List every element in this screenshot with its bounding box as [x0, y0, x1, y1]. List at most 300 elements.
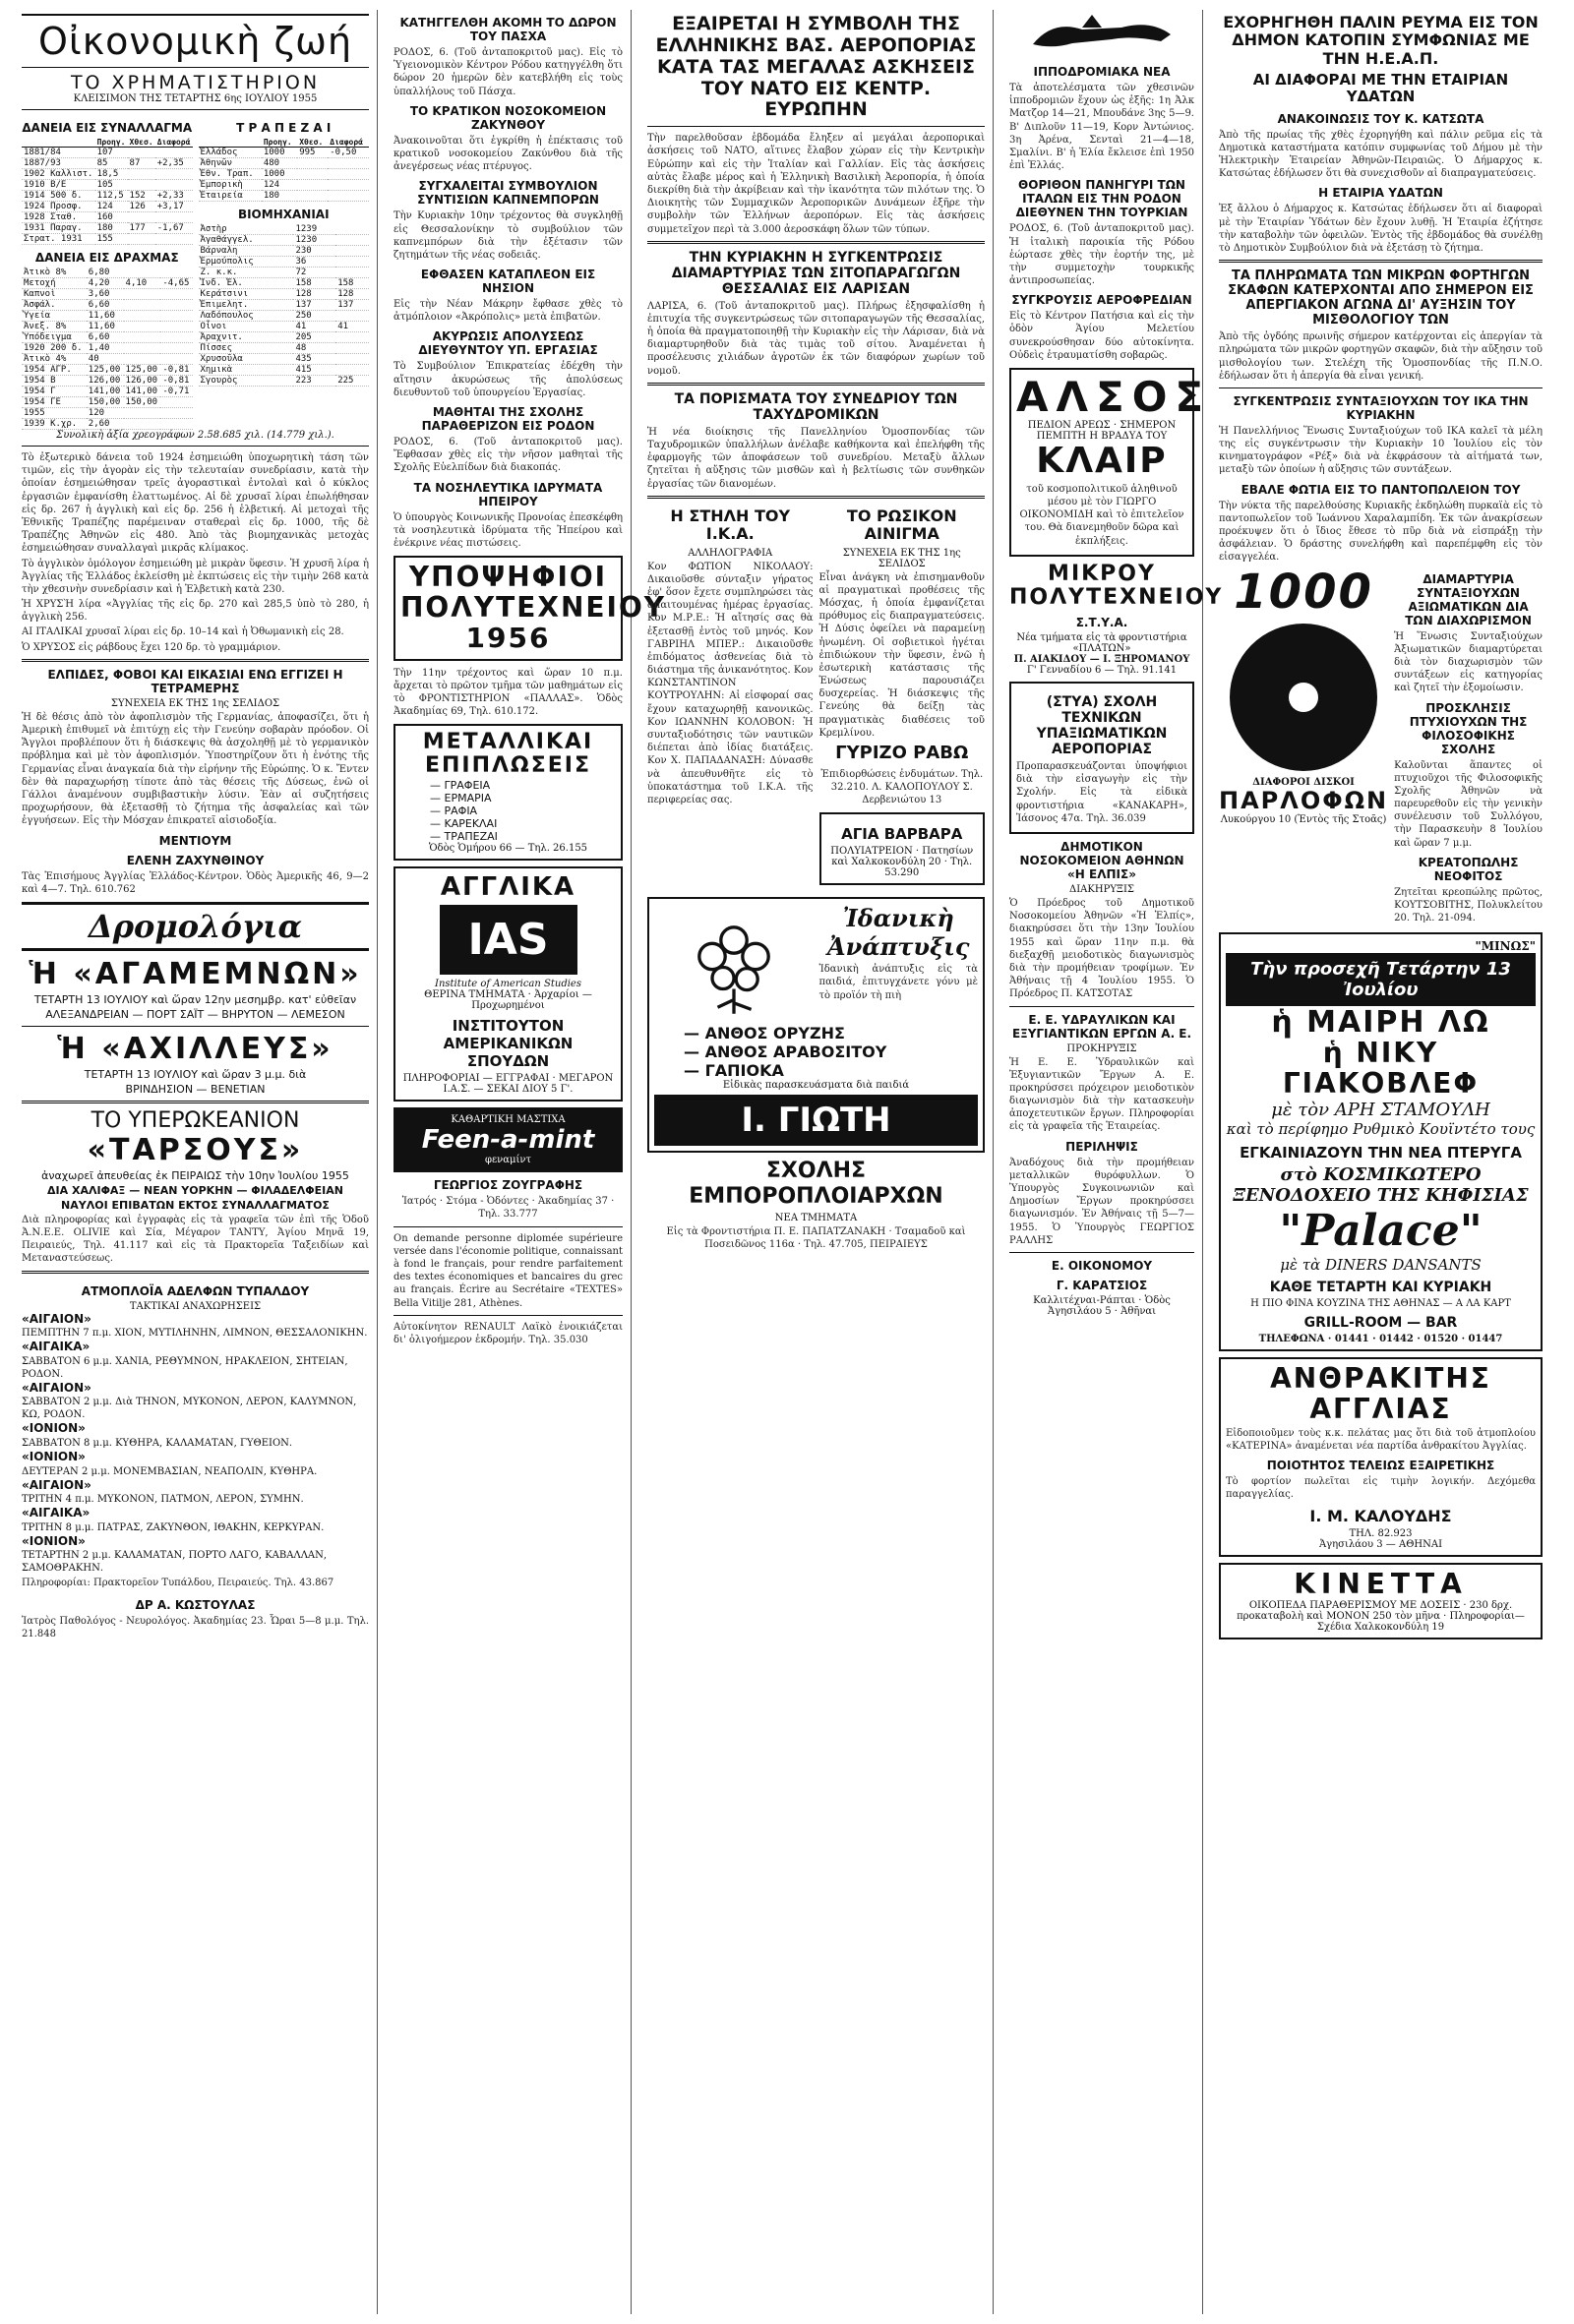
ias-logo: IAS [440, 905, 577, 975]
bank-cell [328, 169, 369, 180]
fire-article: Τὴν νύκτα τῆς παρελθούσης Κυριακῆς ἐκδηλώθη πυρκαϊὰ εἰς τὸ παντοπωλεῖον τοῦ Ἰωάννου Χαραλαμπίδη. Ἐκ τῶν ἀνακρίσεων προέκυψεν ὅτι ὁ ἴδιος ἔθεσε τὸ πῦρ διὰ νὰ εἰσπράξῃ τὴν ἀσφάλειαν. Ὁ δράστης συνελήφθη καὶ παρεπέμφθη εἰς τὸν εἰσαγγελέα. [1219, 500, 1543, 564]
hopes-headline: ΕΛΠΙΔΕΣ, ΦΟΒΟΙ ΚΑΙ ΕΙΚΑΣΙΑΙ ΕΝΩ ΕΓΓΙΖΕΙ Η ΤΕΤΡΑΜΕΡΗΣ [47, 667, 343, 695]
giotis-product: — ΑΝΘΟΣ ΑΡΑΒΟΣΙΤΟΥ [684, 1043, 887, 1062]
drachma-cell [124, 332, 161, 343]
drachma-cell: 4,10 [124, 278, 161, 289]
school-text: Εἰς τὰ Φροντιστήρια Π. Ε. ΠΑΠΑΤΖΑΝΑΚΗ · Τσαμαδοῦ καὶ Ποσειδῶνος 116α · Τηλ. 47.705, ΠΕΙΡΑΙΕΥΣ [666, 1225, 966, 1251]
bank-cell: Ἐταιρεία [199, 191, 262, 202]
loan-cell: 112,5 [95, 191, 128, 202]
palace-opening: ΕΓΚΑΙΝΙΑΖΟΥΝ ΤΗΝ ΝΕΑ ΠΤΕΡΥΓΑ [1240, 1144, 1522, 1162]
coal-address: Ἀγησιλάου 3 — ΑΘΗΝΑΙ [1318, 1539, 1443, 1551]
column-ads [1001, 10, 1224, 2314]
departure-text: ΣΑΒΒΑΤΟΝ 2 μ.μ. Διὰ ΤΗΝΟΝ, ΜΥΚΟΝΟΝ, ΛΕΡΟΝ, ΚΑΛΥΜΝΟΝ, ΚΩ, ΡΟΔΟΝ. [22, 1397, 357, 1421]
industry-row [199, 300, 370, 311]
departure-item [22, 1506, 369, 1534]
drachma-cell: 1954 ΓΕ [22, 397, 87, 408]
minos-tag: "ΜΙΝΩΣ" [1475, 939, 1536, 954]
kinetta-ad [1219, 1563, 1543, 1639]
achilleus-line-1: ΤΕΤΑΡΤΗ 13 ΙΟΥΛΙΟΥ καὶ ὥραν 3 μ.μ. διὰ [84, 1067, 307, 1081]
company-article: Ἐξ ἄλλου ὁ Δήμαρχος κ. Κατσώτας ἐδήλωσεν ὅτι αἱ διαφοραὶ μὲ τὴν Ἑταιρίαν Ὑδάτων δὲν ἔχουν λυθῇ. Ἡ Ἑταιρία ἐζήτησε τὴν καταβολὴν τῶν ὀφειλῶν. Ἐντὸς τῆς ἑβδομάδος θὰ συνέλθῃ τὸ Δημοτικὸν Συμβούλιον διὰ νὰ ἐξετάσῃ τὸ ζήτημα. [1219, 204, 1543, 254]
loan-row [22, 148, 193, 158]
loan-cell: Στρατ. 1931 [22, 234, 95, 245]
palace-ad [1219, 932, 1543, 1351]
water-headline: ΑΙ ΔΙΑΦΟΡΑΙ ΜΕ ΤΗΝ ΕΤΑΙΡΙΑΝ ΥΔΑΤΩΝ [1252, 71, 1509, 106]
drachma-cell: 4,20 [87, 278, 124, 289]
elpis-title: ΔΗΜΟΤΙΚΟΝ ΝΟΣΟΚΟΜΕΙΟΝ ΑΘΗΝΩΝ «Η ΕΛΠΙΣ» [1019, 840, 1184, 882]
loan-cell: 85 [95, 158, 128, 169]
industry-cell: Ἀστὴρ [199, 224, 294, 235]
industry-row [199, 354, 370, 365]
industry-cell: 250 [293, 311, 335, 322]
industry-cell: 158 [335, 278, 369, 289]
doctor-text: Ἰατρὸς Παθολόγος - Νευρολόγος. Ἀκαδημίας 23. Ὧραι 5—8 μ.μ. Τηλ. 21.848 [22, 1615, 369, 1639]
industry-cell: 415 [293, 365, 335, 376]
departure-ship: «ΙΟΝΙΟΝ» [22, 1533, 86, 1548]
nato-headline: ΕΞΑΙΡΕΤΑΙ Η ΣΥΜΒΟΛΗ ΤΗΣ ΕΛΛΗΝΙΚΗΣ ΒΑΣ. ΑΕΡΟΠΟΡΙΑΣ ΚΑΤΑ ΤΑΣ ΜΕΓΑΛΑΣ ΑΣΚΗΣΕΙΣ ΤΟΥ ΝΑΤΟ ΕΙΣ ΚΕΝΤΡ. ΕΥΡΩΠΗΝ [655, 13, 977, 121]
varvara-ad [819, 812, 986, 885]
industry-cell: 223 [293, 376, 335, 387]
race-text: Τὰ ἀποτελέσματα τῶν χθεσινῶν ἱπποδρομιῶν ἔχουν ὡς ἑξῆς: 1η Ἀλκ Ματζορ 14—21, Μπουδάνε 3ης 5—9. Β' Διπλοῦν 11—19, Κορν Ἀντώνιος. 3η Ἀρένα, Σενταὶ 21—4—18, Σμαλίνι. Β' ἡ Ἐλία ἔκλεισε ἐπὶ 1950 ἐπὶ Ἐλλάς. [1009, 83, 1194, 172]
drachma-table [22, 268, 193, 430]
drachma-cell: 40 [87, 354, 124, 365]
power-article: Ἀπὸ τῆς πρωίας τῆς χθὲς ἐχορηγήθη καὶ πάλιν ρεῦμα εἰς τὰ Δημοτικὰ καταστήματα κατόπιν συμφωνίας τοῦ Δήμου μὲ τὴν Ἡλεκτρικὴν Ἑταιρείαν Ἀθηνῶν-Πειραιῶς. Ὁ Δήμαρχος κ. Κατσώτας ἐδήλωσεν ὅτι θὰ συνεχισθοῦν αἱ διαπραγματεύσεις. [1219, 129, 1543, 180]
typaldou-contact: Πληροφορίαι: Πρακτορεῖον Τυπάλδου, Πειραιεύς. Τηλ. 43.867 [22, 1578, 334, 1589]
brief-4-text: Εἰς τὴν Νέαν Μάκρην ἔφθασε χθὲς τὸ ἀτμόπλοιον «Ἀκρόπολις» μετὰ ἐπιβατῶν. [394, 299, 623, 324]
bank-row [199, 169, 370, 180]
industry-cell: 137 [293, 300, 335, 311]
collision-title: ΣΥΓΚΡΟΥΣΙΣ ΑΕΡΟΦΡΕΔΙΑΝ [1011, 293, 1192, 308]
drachma-cell: 6,60 [87, 300, 124, 311]
drachma-cell [160, 322, 192, 332]
departure-item [22, 1381, 369, 1422]
drachma-cell: -0,81 [160, 365, 192, 376]
drachma-cell [160, 332, 192, 343]
butcher-text: Ζητεῖται κρεοπώλης πρῶτος, ΚΟΥΤΣΟΒΙΤΗΣ, Πολυκλείτου 20. Τηλ. 21-094. [1394, 886, 1543, 924]
disc-block [1219, 566, 1543, 927]
renault-notice: Αὐτοκίνητον RENAULT Λαϊκὸ ἐνοικιάζεται δι' ὀλιγοήμερον ἐκδρομήν. Τηλ. 35.030 [394, 1321, 623, 1345]
departure-text: ΔΕΥΤΕΡΑΝ 2 μ.μ. ΜΟΝΕΜΒΑΣΙΑΝ, ΝΕΑΠΟΛΙΝ, ΚΥΘΗΡΑ. [22, 1465, 318, 1477]
collision-text: Εἰς τὸ Κέντρον Πατήσια καὶ εἰς τὴν ὁδὸν Ἁγίου Μελετίου συνεκρούσθησαν δύο αὐτοκίνητα. Οὐδεὶς ἐτραυματίσθη σοβαρῶς. [1009, 311, 1194, 361]
ika-sub: ΑΛΛΗΛΟΓΡΑΦΙΑ [688, 547, 773, 559]
industry-cell: 225 [335, 376, 369, 387]
ship-tarsous: «ΤΑΡΣΟΥΣ» [87, 1132, 304, 1167]
disc-address: Λυκούργου 10 (Ἐντὸς τῆς Στοᾶς) [1220, 813, 1387, 825]
bank-cell: 1000 [262, 169, 297, 180]
departure-text: ΣΑΒΒΑΤΟΝ 8 μ.μ. ΚΥΘΗΡΑ, ΚΑΛΑΜΑΤΑΝ, ΓΥΘΕΙΟΝ. [22, 1438, 293, 1449]
drachma-row [22, 365, 193, 376]
industry-cell: Ἑρμούπολις [199, 257, 294, 268]
drachma-row [22, 376, 193, 387]
departure-item [22, 1534, 369, 1576]
ika-russia-block [647, 504, 985, 891]
departure-list [22, 1312, 369, 1576]
bank-cell: 124 [262, 180, 297, 191]
palace-with: μὲ τὸν ΑΡΗ ΣΤΑΜΟΥΛΗ [1271, 1100, 1490, 1121]
ika-article: Κον ΦΩΤΙΟΝ ΝΙΚΟΛΑΟΥ: Δικαιοῦσθε σύνταξιν γήρατος ἐφ' ὅσον ἔχετε συμπληρώσει τὰς ἀπαιτουμένας ἡμέρας ἐργασίας. Κον Μ.Ρ.Ε.: Ἡ αἴτησίς σας θὰ ἐξετασθῇ ἐντὸς τοῦ μηνός. Κον ΓΑΒΡΙΗΛ ΜΠΕΡ.: Δικαιοῦσθε ἐπιδόματος ἀσθενείας διὰ τὸ διάστημα τῆς ἀνικανότητος. Κον ΚΩΝΣΤΑΝΤΙΝΟΝ ΚΟΥΤΡΟΥΛΗΝ: Αἱ εἰσφοραί σας ἔχουν καταχωρηθῇ κανονικῶς. Κον ΙΩΑΝΝΗΝ ΚΟΛΟΒΟΝ: Ἡ συνταξιοδότησις τῶν ναυτικῶν διέπεται ἀπὸ ἰδίας διατάξεις. Κον Χ. ΠΑΠΑΔΑΝΑΣΗ: Δύνασθε νὰ ἀπευθυνθῆτε εἰς τὸ ὑποκατάστημα τοῦ Ι.Κ.Α. τῆς περιφερείας σας. [647, 561, 814, 805]
loan-cell: 126 [128, 202, 155, 212]
boats-headline: ΤΑ ΠΛΗΡΩΜΑΤΑ ΤΩΝ ΜΙΚΡΩΝ ΦΟΡΤΗΓΩΝ ΣΚΑΦΩΝ ΚΑΤΕΡΧΟΝΤΑΙ ΑΠΟ ΣΗΜΕΡΟΝ ΕΙΣ ΑΠΕΡΓΙΑΚΟΝ ΑΓΩΝΑ ΔΙ' ΑΥΞΗΣΙΝ ΤΟΥ ΜΙΣΘΟΛΟΓΙΟΥ ΤΩΝ [1228, 268, 1534, 328]
industry-cell: 230 [293, 246, 335, 257]
banks-title: Τ Ρ Α Π Ε Ζ Α Ι [236, 121, 332, 135]
drachma-cell: 1955 [22, 408, 87, 419]
drachma-cell: 141,00 [124, 387, 161, 397]
departure-item [22, 1450, 369, 1478]
butcher-title: ΚΡΕΑΤΟΠΩΛΗΣ ΝΕΟΦΙΤΟΣ [1418, 855, 1519, 883]
column-main-news [639, 10, 994, 2314]
industry-cell: Σγουρὸς [199, 376, 294, 387]
alsos-text: τοῦ κοσμοπολιτικοῦ ἀληθινοῦ μέσου μὲ τὸν ΓΙΩΡΓΟ ΟΙΚΟΝΟΜΙΔΗ καὶ τὸ ἐπιτελεῖον του. Θὰ διανεμηθοῦν δῶρα καὶ ἐκπλήξεις. [1019, 483, 1184, 547]
industry-cell [335, 365, 369, 376]
tailor-title: Ε. ΟΙΚΟΝΟΜΟΥ [1051, 1258, 1153, 1273]
drachma-cell: 125,00 [87, 365, 124, 376]
giotis-products [654, 1024, 978, 1080]
ship-agamemnon: Ἡ «ΑΓΑΜΕΜΝΩΝ» [29, 956, 362, 991]
loan-cell [155, 180, 193, 191]
postal-article: Ἡ νέα διοίκησις τῆς Πανελληνίου Ὁμοσπονδίας τῶν Ταχυδρομικῶν ὑπαλλήλων ἀνέλαβε καθήκοντα καὶ ἐπελήφθη τῆς ἐφαρμογῆς τῶν ἀποφάσεων τοῦ συνεδρίου. Μεταξὺ ἄλλων ζητεῖται ἡ αὔξησις τῶν μισθῶν καὶ ἡ βελτίωσις τῶν συνθηκῶν ἐργασίας τῶν διανομέων. [647, 426, 985, 490]
loan-cell [155, 148, 193, 158]
flower-illustration [680, 908, 788, 1016]
drachma-cell: 3,60 [87, 289, 124, 300]
drachma-cell: 120 [87, 408, 124, 419]
industry-row [199, 311, 370, 322]
departure-ship: «ΑΙΓΑΙΚΑ» [22, 1340, 91, 1354]
industry-table [199, 224, 370, 387]
drachma-row [22, 354, 193, 365]
bank-row [199, 191, 370, 202]
palace-hotel: στὸ ΚΟΣΜΙΚΩΤΕΡΟ ΞΕΝΟΔΟΧΕΙΟ ΤΗΣ ΚΗΦΙΣΙΑΣ [1233, 1164, 1529, 1207]
boats-article: Ἀπὸ τῆς ὀγδόης πρωινῆς σήμερον κατέρχονται εἰς ἀπεργίαν τὰ πληρώματα τῶν μικρῶν φορτηγῶν σκαφῶν, διὰ τὴν αὔξησιν τοῦ μισθολογίου των. Στελέχη τῆς Ὁμοσπονδίας τῆς Π.Ν.Ο. ἐδήλωσαν ὅτι ἡ ἀπεργία θὰ εἶναι γενική. [1219, 331, 1543, 382]
bank-cell: 1000 [262, 148, 297, 158]
fire-headline: ΕΒΑΛΕ ΦΩΤΙΑ ΕΙΣ ΤΟ ΠΑΝΤΟΠΩΛΕΙΟΝ ΤΟΥ [1241, 482, 1521, 497]
kinetta-text: ΟΙΚΟΠΕΔΑ ΠΑΡΑΘΕΡΙΣΜΟΥ ΜΕ ΔΟΣΕΙΣ · 230 δρχ. προκαταβολὴ καὶ ΜΟΝΟΝ 250 τὸν μῆνα · Πληροφορίαι—Σχέδια Χαλκοκονδύλη 19 [1237, 1600, 1525, 1634]
brief-5-title: ΑΚΥΡΩΣΙΣ ΑΠΟΛΥΣΕΩΣ ΔΙΕΥΘΥΝΤΟΥ ΥΠ. ΕΡΓΑΣΙΑΣ [418, 329, 598, 358]
palace-orchestra: καὶ τὸ περίφημο Ρυθμικὸ Κουϊντέτο τους [1226, 1120, 1536, 1139]
industry-cell [335, 268, 369, 278]
russia-headline: ΤΟ ΡΩΣΙΚΟΝ ΑΙΝΙΓΜΑ [846, 506, 957, 544]
loans-table: Προηγ. Χθεσ. Διαφορά 1881/84 107 1887/93 85 87 +2,35 1902 Καλλιστ. 18,5 1910 Β/Ε 105 1914 500 δ. 112,5 152 +2,33 1924 Προσφ. 124 126 +3,17 1928 Σταθ. 160 1931 Παραγ. 180 177 -1,67 Στρατ. 1931 155 [22, 138, 193, 245]
furniture-item: — ΚΑΡΕΚΛΑΙ [430, 816, 498, 830]
agamemnon-line-1: ΤΕΤΑΡΤΗ 13 ΙΟΥΛΙΟΥ καὶ ὥραν 12ην μεσημβρ. κατ' εὐθεῖαν [33, 992, 357, 1006]
total-value: Συνολικὴ ἀξία χρεογράφων 2.58.685 χιλ. (14.779 χιλ.). [56, 430, 334, 441]
departure-ship: «ΑΙΓΑΙΟΝ» [22, 1477, 91, 1492]
brief-5-text: Τὸ Συμβούλιον Ἐπικρατείας ἐδέχθη τὴν αἴτησιν ἀκυρώσεως τῆς ἀπολύσεως διευθυντοῦ τοῦ ὑπουργείου Ἐργασίας. [394, 361, 623, 398]
brief-7-title: ΤΑ ΝΟΣΗΛΕΥΤΙΚΑ ΙΔΡΥΜΑΤΑ ΗΠΕΙΡΟΥ [413, 480, 603, 508]
drachma-row [22, 343, 193, 354]
loan-cell: 155 [95, 234, 128, 245]
column-city-news [1211, 10, 1550, 2314]
drachma-cell: Ἀτικὸ 4% [22, 354, 87, 365]
departure-text: ΤΕΤΑΡΤΗΝ 2 μ.μ. ΚΑΛΑΜΑΤΑΝ, ΠΟΡΤΟ ΛΑΓΟ, ΚΑΒΑΛΛΑΝ, ΣΑΜΟΘΡΑΚΗΝ. [22, 1550, 328, 1575]
palace-food: Η ΠΙΟ ΦΙΝΑ ΚΟΥΖΙΝΑ ΤΗΣ ΑΘΗΝΑΣ — Α ΛΑ ΚΑΡΤ [1250, 1298, 1511, 1310]
coal-name: Ι. Μ. ΚΑΛΟΥΔΗΣ [1309, 1507, 1452, 1526]
loan-cell: 152 [128, 191, 155, 202]
coal-title: ΑΝΘΡΑΚΙΤΗΣ ΑΓΓΛΙΑΣ [1270, 1362, 1491, 1425]
industry-cell: 128 [293, 289, 335, 300]
furniture-title: ΜΕΤΑΛΛΙΚΑΙ ΕΠΙΠΛΩΣΕΙΣ [422, 730, 594, 779]
departure-text: ΤΡΙΤΗΝ 8 μ.μ. ΠΑΤΡΑΣ, ΖΑΚΥΝΘΟΝ, ΙΘΑΚΗΝ, ΚΕΡΚΥΡΑΝ. [22, 1521, 325, 1533]
tailor-text: Καλλιτέχναι-Ράπται · Ὁδὸς Ἀγησιλάου 5 · Ἀθῆναι [1033, 1294, 1171, 1317]
trophy-text: ΡΟΔΟΣ, 6. (Τοῦ ἀνταποκριτοῦ μας). Ἡ ἰταλικὴ παροικία τῆς Ρόδου ἑώρτασε χθὲς τὴν ἑορτήν της, μὲ τὴν συμμετοχὴν τουρκικῆς ἀντιπροσωπείας. [1009, 223, 1194, 287]
achilleus-line-2: ΒΡΙΝΔΗΣΙΟΝ — ΒΕΝΕΤΙΑΝ [125, 1082, 266, 1096]
loan-cell: 1924 Προσφ. [22, 202, 95, 212]
industry-row [199, 289, 370, 300]
industry-cell: Χημικὰ [199, 365, 294, 376]
furniture-item: — ΤΡΑΠΕΖΑΙ [430, 829, 498, 843]
varvara-text: ΠΟΛΥΙΑΤΡΕΙΟΝ · Πατησίων καὶ Χαλκοκονδύλη 20 · Τηλ. 53.290 [830, 846, 974, 879]
loan-cell: +2,35 [155, 158, 193, 169]
loan-row [22, 180, 193, 191]
bank-cell [328, 180, 369, 191]
graduates-article: Καλοῦνται ἅπαντες οἱ πτυχιοῦχοι τῆς Φιλοσοφικῆς Σχολῆς Ἀθηνῶν νὰ παρευρεθοῦν εἰς τὴν γενικὴν συνέλευσιν τοῦ Συλλόγου, τὴν Παρασκευὴν 8 Ἰουλίου καὶ ὥραν 7 μ.μ. [1394, 759, 1543, 849]
bank-cell: -0,50 [328, 148, 369, 158]
ias-courses: ΘΕΡΙΝΑ ΤΜΗΜΑΤΑ · Ἀρχαρίοι — Προχωρημένοι [424, 989, 592, 1012]
loan-cell [128, 180, 155, 191]
alsos-title: ΑΛΣΟΣ [1016, 373, 1212, 421]
drachma-cell: 150,00 [124, 397, 161, 408]
brief-6-text: ΡΟΔΟΣ, 6. (Τοῦ ἀνταποκριτοῦ μας). Ἔφθασαν χθὲς εἰς τὴν νῆσον μαθηταὶ τῆς Σχολῆς Εὐελπίδων διὰ διακοπάς. [394, 437, 623, 474]
industry-row [199, 257, 370, 268]
polytechnic-title: ΥΠΟΨΗΦΙΟΙ ΠΟΛΥΤΕΧΝΕΙΟΥ 1956 [400, 561, 667, 654]
kinetta-title: ΚΙΝΕΤΤΑ [1294, 1568, 1468, 1601]
drachma-cell [124, 311, 161, 322]
elpis-text: Ὁ Πρόεδρος τοῦ Δημοτικοῦ Νοσοκομείου Ἀθηνῶν «Ἡ Ἐλπίς», διακηρύσσει ὅτι τὴν 13ην Ἰουλίου 1955 καὶ ὥραν 11ην π.μ. θὰ διεξαχθῇ μειοδοτικὸς διαγωνισμὸς διὰ τὴν προμήθειαν τροφίμων. Ἐν Ἀθήναις τῇ 4 Ἰουλίου 1955. Ὁ Πρόεδρος Π. ΚΑΤΣΟΤΑΣ [1009, 898, 1194, 1000]
loan-cell [128, 148, 155, 158]
summary-title: ΠΕΡΙΛΗΨΙΣ [1065, 1139, 1138, 1154]
ias-institute: ΙΝΣΤΙΤΟΥΤΟΝ ΑΜΕΡΙΚΑΝΙΚΩΝ ΣΠΟΥΔΩΝ [443, 1017, 574, 1071]
typaldou-sub: ΤΑΚΤΙΚΑΙ ΑΝΑΧΩΡΗΣΕΙΣ [129, 1300, 262, 1312]
tarsous-line-3: ΝΑΥΛΟΙ ΕΠΙΒΑΤΩΝ ΕΚΤΟΣ ΣΥΝΑΛΛΑΓΜΑΤΟΣ [61, 1198, 330, 1212]
drachma-cell: 1954 ΑΓΡ. [22, 365, 87, 376]
industry-cell: 41 [293, 322, 335, 332]
industry-cell: Ἰνδ. Ἐλ. [199, 278, 294, 289]
drachma-row [22, 278, 193, 289]
industry-cell [335, 343, 369, 354]
stya-names: Π. ΑΙΑΚΙΔΟΥ — Ι. ΞΗΡΟΜΑΝΟΥ [1013, 654, 1190, 666]
industry-cell: 36 [293, 257, 335, 268]
graduates-headline: ΠΡΟΣΚΛΗΣΙΣ ΠΤΥΧΙΟΥΧΩΝ ΤΗΣ ΦΙΛΟΣΟΦΙΚΗΣ ΣΧΟΛΗΣ [1409, 700, 1528, 756]
bank-cell [297, 169, 328, 180]
industry-row [199, 268, 370, 278]
disc-count: 1000 [1234, 564, 1373, 620]
industry-cell: 137 [335, 300, 369, 311]
loan-cell: 1887/93 [22, 158, 95, 169]
rabbo-title: ΓΥΡΙΖΟ ΡΑΒΩ [835, 743, 969, 763]
bank-cell [328, 158, 369, 169]
hopes-kicker: ΣΥΝΕΧΕΙΑ ΕΚ ΤΗΣ 1ης ΣΕΛΙΔΟΣ [110, 697, 280, 709]
brief-1-text: ΡΟΔΟΣ, 6. (Τοῦ ἀνταποκριτοῦ μας). Εἰς τὸ Ὑγειονομικὸν Κέντρον Ρόδου κατηγγέλθη ὅτι δώρον 20 ἡμερῶν δὲν κατεβλήθη εἰς τοὺς ὑπαλλήλους τοῦ Πάσχα. [394, 47, 623, 97]
drachma-cell [124, 300, 161, 311]
furniture-item: — ΡΑΦΙΑ [430, 804, 478, 817]
drachma-cell: 1,40 [87, 343, 124, 354]
ias-heading: ΑΓΓΛΙΚΑ [440, 871, 576, 902]
drachma-cell: Καπνοὶ [22, 289, 87, 300]
russia-article: Εἶναι ἀνάγκη νὰ ἐπισημανθοῦν αἱ πραγματικαὶ προθέσεις τῆς Μόσχας, ἡ ὁποία ἐμφανίζεται πρόθυμος εἰς διαπραγματεύσεις. Ἡ Δύσις ὀφείλει νὰ παραμείνῃ ἡνωμένη. Οἱ σοβιετικοὶ ἡγέται ἐπιδιώκουν τὴν ὕφεσιν, ἐνῶ ἡ ἐσωτερικὴ κατάστασις τῆς Ἑνώσεως παρουσιάζει δυσχερείας. Ἡ διάσκεψις τῆς Γενεύης θὰ δείξῃ τὰς πραγματικὰς διαθέσεις τοῦ Κρεμλίνου. [818, 571, 985, 739]
giotis-script: Ἰδανικὴ Ἀνάπτυξις [826, 904, 970, 962]
industry-cell: 1230 [293, 235, 335, 246]
industry-cell: 72 [293, 268, 335, 278]
summary-text: Ἀναδόχους διὰ τὴν προμήθειαν μεταλλικῶν θυρόφυλλων. Ὁ Ὑπουργὸς Συγκοινωνιῶν καὶ Δημοσίων Ἔργων προκηρύσσει διαγωνισμόν. Ἐν Ἀθήναις τῇ 5—7—1955. Ὁ Ὑπουργὸς ΓΕΩΡΓΙΟΣ ΡΑΛΛΗΣ [1009, 1157, 1194, 1246]
drachma-cell: 1954 Γ [22, 387, 87, 397]
drachma-row [22, 332, 193, 343]
furniture-list [400, 779, 616, 843]
exchange-subtitle: ΚΛΕΙΣΙΜΟΝ ΤΗΣ ΤΕΤΑΡΤΗΣ 6ης ΙΟΥΛΙΟΥ 1955 [73, 93, 318, 104]
palace-days: ΚΑΘΕ ΤΕΤΑΡΤΗ ΚΑΙ ΚΥΡΙΑΚΗ [1269, 1280, 1492, 1296]
typaldou-title: ΑΤΜΟΠΛΟΪΑ ΑΔΕΛΦΩΝ ΤΥΠΑΛΔΟΥ [81, 1283, 310, 1298]
drachma-cell: 1954 Β [22, 376, 87, 387]
banks-table: Προηγ. Χθεσ. Διαφορά Ἑλλάδος 1000 995 -0,50 Ἀθηνῶν 480 Ἐθν. Τραπ. 1000 Ἐμπορικὴ 124 Ἐταιρεία 180 [199, 138, 370, 202]
aviation-school-text: Προπαρασκευάζονται ὑποψήφιοι διὰ τὴν εἰσαγωγὴν εἰς τὴν Σχολήν. Εἰς τὰ εἰδικὰ φροντιστήρια «ΚΑΝΑΚΑΡΗ», Ἰάσονος 47α. Τηλ. 36.039 [1016, 761, 1187, 824]
bank-cell: Ἀθηνῶν [199, 158, 262, 169]
hydraulic-sub: ΠΡΟΚΗΡΥΞΙΣ [1066, 1043, 1137, 1054]
drachma-cell: Ὑγεία [22, 311, 87, 322]
drachma-row [22, 311, 193, 322]
drachma-cell [160, 343, 192, 354]
industry-cell: 1239 [293, 224, 335, 235]
loan-cell: -1,67 [155, 223, 193, 234]
departure-ship: «ΙΟΝΙΟΝ» [22, 1450, 86, 1463]
giotis-product: — ΑΝΘΟΣ ΟΡΥΖΗΣ [684, 1024, 845, 1043]
ias-tagline: Institute of American Studies [435, 979, 581, 990]
departure-item [22, 1312, 369, 1341]
loan-cell: 1902 Καλλιστ. [22, 169, 95, 180]
loan-cell: 1931 Παραγ. [22, 223, 95, 234]
school-title: ΣΧΟΛΗΣ ΕΜΠΟΡΟΠΛΟΙΑΡΧΩΝ [689, 1159, 943, 1209]
brief-2-text: Ἀνακοινοῦται ὅτι ἐγκρίθη ἡ ἐπέκτασις τοῦ κρατικοῦ νοσοκομείου Ζακύνθου διὰ τῆς ἀνεγέρσεως νέας πτέρυγος. [394, 135, 623, 173]
loan-cell: 160 [95, 212, 128, 223]
loan-row [22, 202, 193, 212]
furniture-ad [394, 724, 623, 860]
mention-title: ΜΕΝΤΙΟΥΜ [158, 833, 232, 848]
loan-cell: 1910 Β/Ε [22, 180, 95, 191]
industry-cell [335, 224, 369, 235]
drachma-cell: 6,60 [87, 332, 124, 343]
bank-cell: Ἐθν. Τραπ. [199, 169, 262, 180]
palace-dinner: μὲ τὰ DINERS DANSANTS [1280, 1256, 1482, 1275]
palace-date: Τὴν προσεχῆ Τετάρτην 13 Ἰουλίου [1226, 953, 1536, 1006]
french-notice: On demande personne diplomée supérieure versée dans l'économie politique, connaissant à fond le français, pour rendre parfaitement des textes économiques et bancaires du grec au français. Écrire au Secrétaire «TEXTES» Bella Vitilje 281, Athènes. [394, 1232, 623, 1309]
loan-cell [128, 212, 155, 223]
drachma-cell [160, 289, 192, 300]
giotis-text: Ἰδανικὴ ἀνάπτυξις εἰς τὰ παιδιά, ἐπιτυγχάνετε γόνυ μὲ τὸ προϊόν τὴ πιὴ [818, 964, 978, 1001]
race-title: ΙΠΠΟΔΡΟΜΙΑΚΑ ΝΕΑ [1033, 65, 1171, 79]
brief-7-text: Ὁ ὑπουργὸς Κοινωνικῆς Προνοίας ἐπεσκέφθη τὰ νοσηλευτικὰ ἱδρύματα τῆς Ἠπείρου καὶ ἐνέκρινε νέας πιστώσεις. [394, 511, 623, 549]
drachma-cell: 2,60 [87, 419, 124, 430]
column-economy [14, 10, 378, 2314]
industry-cell: Ἀγαθάγγελ. [199, 235, 294, 246]
brief-6-title: ΜΑΘΗΤΑΙ ΤΗΣ ΣΧΟΛΗΣ ΠΑΡΑΘΕΡΙΖΟΝ ΕΙΣ ΡΟΔΟΝ [421, 405, 595, 433]
drachma-cell: 141,00 [87, 387, 124, 397]
ias-ad [394, 866, 623, 1102]
bank-row [199, 180, 370, 191]
drachma-cell [160, 419, 192, 430]
hydraulic-text: Ἡ Ε. Ε. Ὑδραυλικῶν καὶ Ἐξυγιαντικῶν Ἔργων Α. Ε. προκηρύσσει πρόχειρον μειοδοτικὸν διαγωνισμὸν διὰ τὴν κατασκευὴν ἀποχετευτικῶν ἔργων. Πληροφορίαι εἰς τὰ γραφεῖα τῆς Ἑταιρείας. [1009, 1056, 1194, 1133]
elpis-sub: ΔΙΑΚΗΡΥΞΙΣ [1069, 884, 1134, 896]
industry-cell: 48 [293, 343, 335, 354]
drachma-row [22, 408, 193, 419]
drachma-title: ΔΑΝΕΙΑ ΕΙΣ ΔΡΑΧΜΑΣ [34, 251, 179, 265]
giotis-sub: Εἰδικὰς παρασκευάσματα διὰ παιδιά [722, 1080, 910, 1092]
drachma-row [22, 322, 193, 332]
industry-cell: Οἶνοι [199, 322, 294, 332]
loan-cell: +2,33 [155, 191, 193, 202]
drachma-cell [124, 322, 161, 332]
company-subhead: Η ΕΤΑΙΡΙΑ ΥΔΑΤΩΝ [1318, 186, 1443, 201]
loan-cell: +3,17 [155, 202, 193, 212]
drachma-row [22, 300, 193, 311]
stya-address: Γ' Γενναδίου 6 — Τηλ. 91.141 [1026, 665, 1178, 677]
industry-cell: Πίσσες [199, 343, 294, 354]
water-byline: ΑΝΑΚΟΙΝΩΣΙΣ ΤΟΥ Κ. ΚΑΤΣΩΤΑ [1277, 111, 1484, 126]
industry-cell: 435 [293, 354, 335, 365]
ika-headline: Η ΣΤΗΛΗ ΤΟΥ Ι.Κ.Α. [670, 506, 791, 544]
stya-title: ΜΙΚΡΟΥ ΠΟΛΥΤΕΧΝΕΙΟΥ [1009, 561, 1224, 610]
drachma-cell [160, 268, 192, 278]
drachma-row [22, 289, 193, 300]
industry-cell: Κεράτσινι [199, 289, 294, 300]
industry-cell: Ἀραχνιτ. [199, 332, 294, 343]
loan-cell: 1928 Σταθ. [22, 212, 95, 223]
brief-3-text: Τὴν Κυριακὴν 10ην τρέχοντος θὰ συγκληθῇ εἰς Θεσσαλονίκην τὸ συμβούλιον τῶν καπνεμπόρων διὰ τὴν ἐξέτασιν τῶν ζητημάτων τῆς νέας σοδειᾶς. [394, 210, 623, 261]
industry-row [199, 224, 370, 235]
bank-cell: 480 [262, 158, 297, 169]
loan-cell [155, 169, 193, 180]
disc-shop: ΠΑΡΛΟΦΩΝ [1219, 787, 1389, 815]
drachma-cell [124, 343, 161, 354]
drachma-cell [160, 408, 192, 419]
gold-price: Ὁ ΧΡΥΣΟΣ εἰς ράβδους ἔχει 120 δρ. τὸ γραμμάριον. [22, 641, 281, 653]
loan-row [22, 212, 193, 223]
drachma-cell: 125,00 [124, 365, 161, 376]
industry-row [199, 376, 370, 387]
drachma-row [22, 268, 193, 278]
horse-race-illustration [1013, 10, 1190, 59]
loan-row [22, 234, 193, 245]
thessaly-article: ΛΑΡΙΣΑ, 6. (Τοῦ ἀνταποκριτοῦ μας). Πλήρως ἐξησφαλίσθη ἡ ἐπιτυχία τῆς συγκεντρώσεως τῶν σιτοπαραγωγῶν τῆς Θεσσαλίας, ἡ ὁποία θὰ πραγματοποιηθῇ τὴν Κυριακὴν εἰς τὴν Λάρισαν, διὰ νὰ διαμαρτυρηθοῦν διὰ τὰς τιμὰς τοῦ σίτου. Ἀναμένεται ἡ προσέλευσις χιλιάδων ἀγροτῶν ἐκ τῶν διαφόρων χωρίων τοῦ νομοῦ. [647, 300, 985, 377]
drachma-cell [124, 289, 161, 300]
loan-cell: 87 [128, 158, 155, 169]
loan-cell: 107 [95, 148, 128, 158]
drachma-cell: Ἀνεξ. 8% [22, 322, 87, 332]
drachma-cell: Ὑπόδειγμα [22, 332, 87, 343]
industry-cell: 41 [335, 322, 369, 332]
coal-text: Εἰδοποιοῦμεν τοὺς κ.κ. πελάτας μας ὅτι διὰ τοῦ ἀτμοπλοίου «ΚΑΤΕΡΙΝΑ» ἀναμένεται νέα παρτίδα ἀνθρακίτου Ἀγγλίας. [1226, 1427, 1536, 1452]
brief-1-title: ΚΑΤΗΓΓΕΛΘΗ ΑΚΟΜΗ ΤΟ ΔΩΡΟΝ ΤΟΥ ΠΑΣΧΑ [399, 16, 617, 43]
pensioners-article: Ἡ Πανελλήνιος Ἕνωσις Συνταξιούχων τοῦ ΙΚΑ καλεῖ τὰ μέλη της εἰς συγκέντρωσιν τὴν Κυριακὴν 10 Ἰουλίου εἰς τὸν κινηματογράφον «Ρέξ» διὰ νὰ ἐκφράσουν τὰ αἰτήματά των, μεταξὺ τῶν ὁποίων ἡ αὔξησις τῶν συντάξεων. [1219, 425, 1543, 476]
bank-row [199, 158, 370, 169]
feenamint-brand: Feen-a-mint [421, 1125, 595, 1156]
drachma-cell: Μετοχή [22, 278, 87, 289]
tarsous-info: Διὰ πληροφορίας καὶ ἐγγραφὰς εἰς τὰ γραφεῖα τῶν ἐπὶ τῆς Ὁδοῦ Ἀ.Ν.Ε.Ε. OLIVIE καὶ Σία, Μέγαρον ΤΑΝΤΥ, Ἀγίου Μηνᾶ 19, Πειραιεύς, Τηλ. 41.117 καὶ εἰς τὰ Πρακτορεῖα Ταξειδίων καὶ Μεταναστεύσεως. [22, 1214, 369, 1265]
industry-cell [335, 246, 369, 257]
exchange-title: ΤΟ ΧΡΗΜΑΤΙΣΤΗΡΙΟΝ [70, 72, 321, 93]
thessaly-headline: ΤΗΝ ΚΥΡΙΑΚΗΝ Η ΣΥΓΚΕΝΤΡΩΣΙΣ ΔΙΑΜΑΡΤΥΡΙΑΣ ΤΩΝ ΣΙΤΟΠΑΡΑΓΩΓΩΝ ΘΕΣΣΑΛΙΑΣ ΕΙΣ ΛΑΡΙΣΑΝ [671, 249, 961, 297]
loan-cell [155, 212, 193, 223]
drachma-cell [124, 354, 161, 365]
loans-title: ΔΑΝΕΙΑ ΕΙΣ ΣΥΝΑΛΛΑΓΜΑ [22, 121, 193, 135]
drachma-cell: -0,81 [160, 376, 192, 387]
palace-bar: GRILL-ROOM — BAR [1303, 1315, 1458, 1332]
ocean-title: ΤΟ ΥΠΕΡΩΚΕΑΝΙΟΝ [91, 1107, 300, 1133]
disc-sub: ΔΙΑΦΟΡΟΙ ΔΙΣΚΟΙ [1252, 777, 1355, 789]
coal-phone: ΤΗΛ. 82.923 [1349, 1528, 1413, 1540]
loan-row [22, 158, 193, 169]
coal-info: Τὸ φορτίον πωλεῖται εἰς τιμὴν λογικήν. Δεχόμεθα παραγγελίας. [1226, 1475, 1536, 1501]
industry-row [199, 278, 370, 289]
industry-cell: 205 [293, 332, 335, 343]
polytechnic-ad [394, 556, 667, 660]
departure-ship: «ΑΙΓΑΙΟΝ» [22, 1380, 91, 1395]
industry-row [199, 332, 370, 343]
